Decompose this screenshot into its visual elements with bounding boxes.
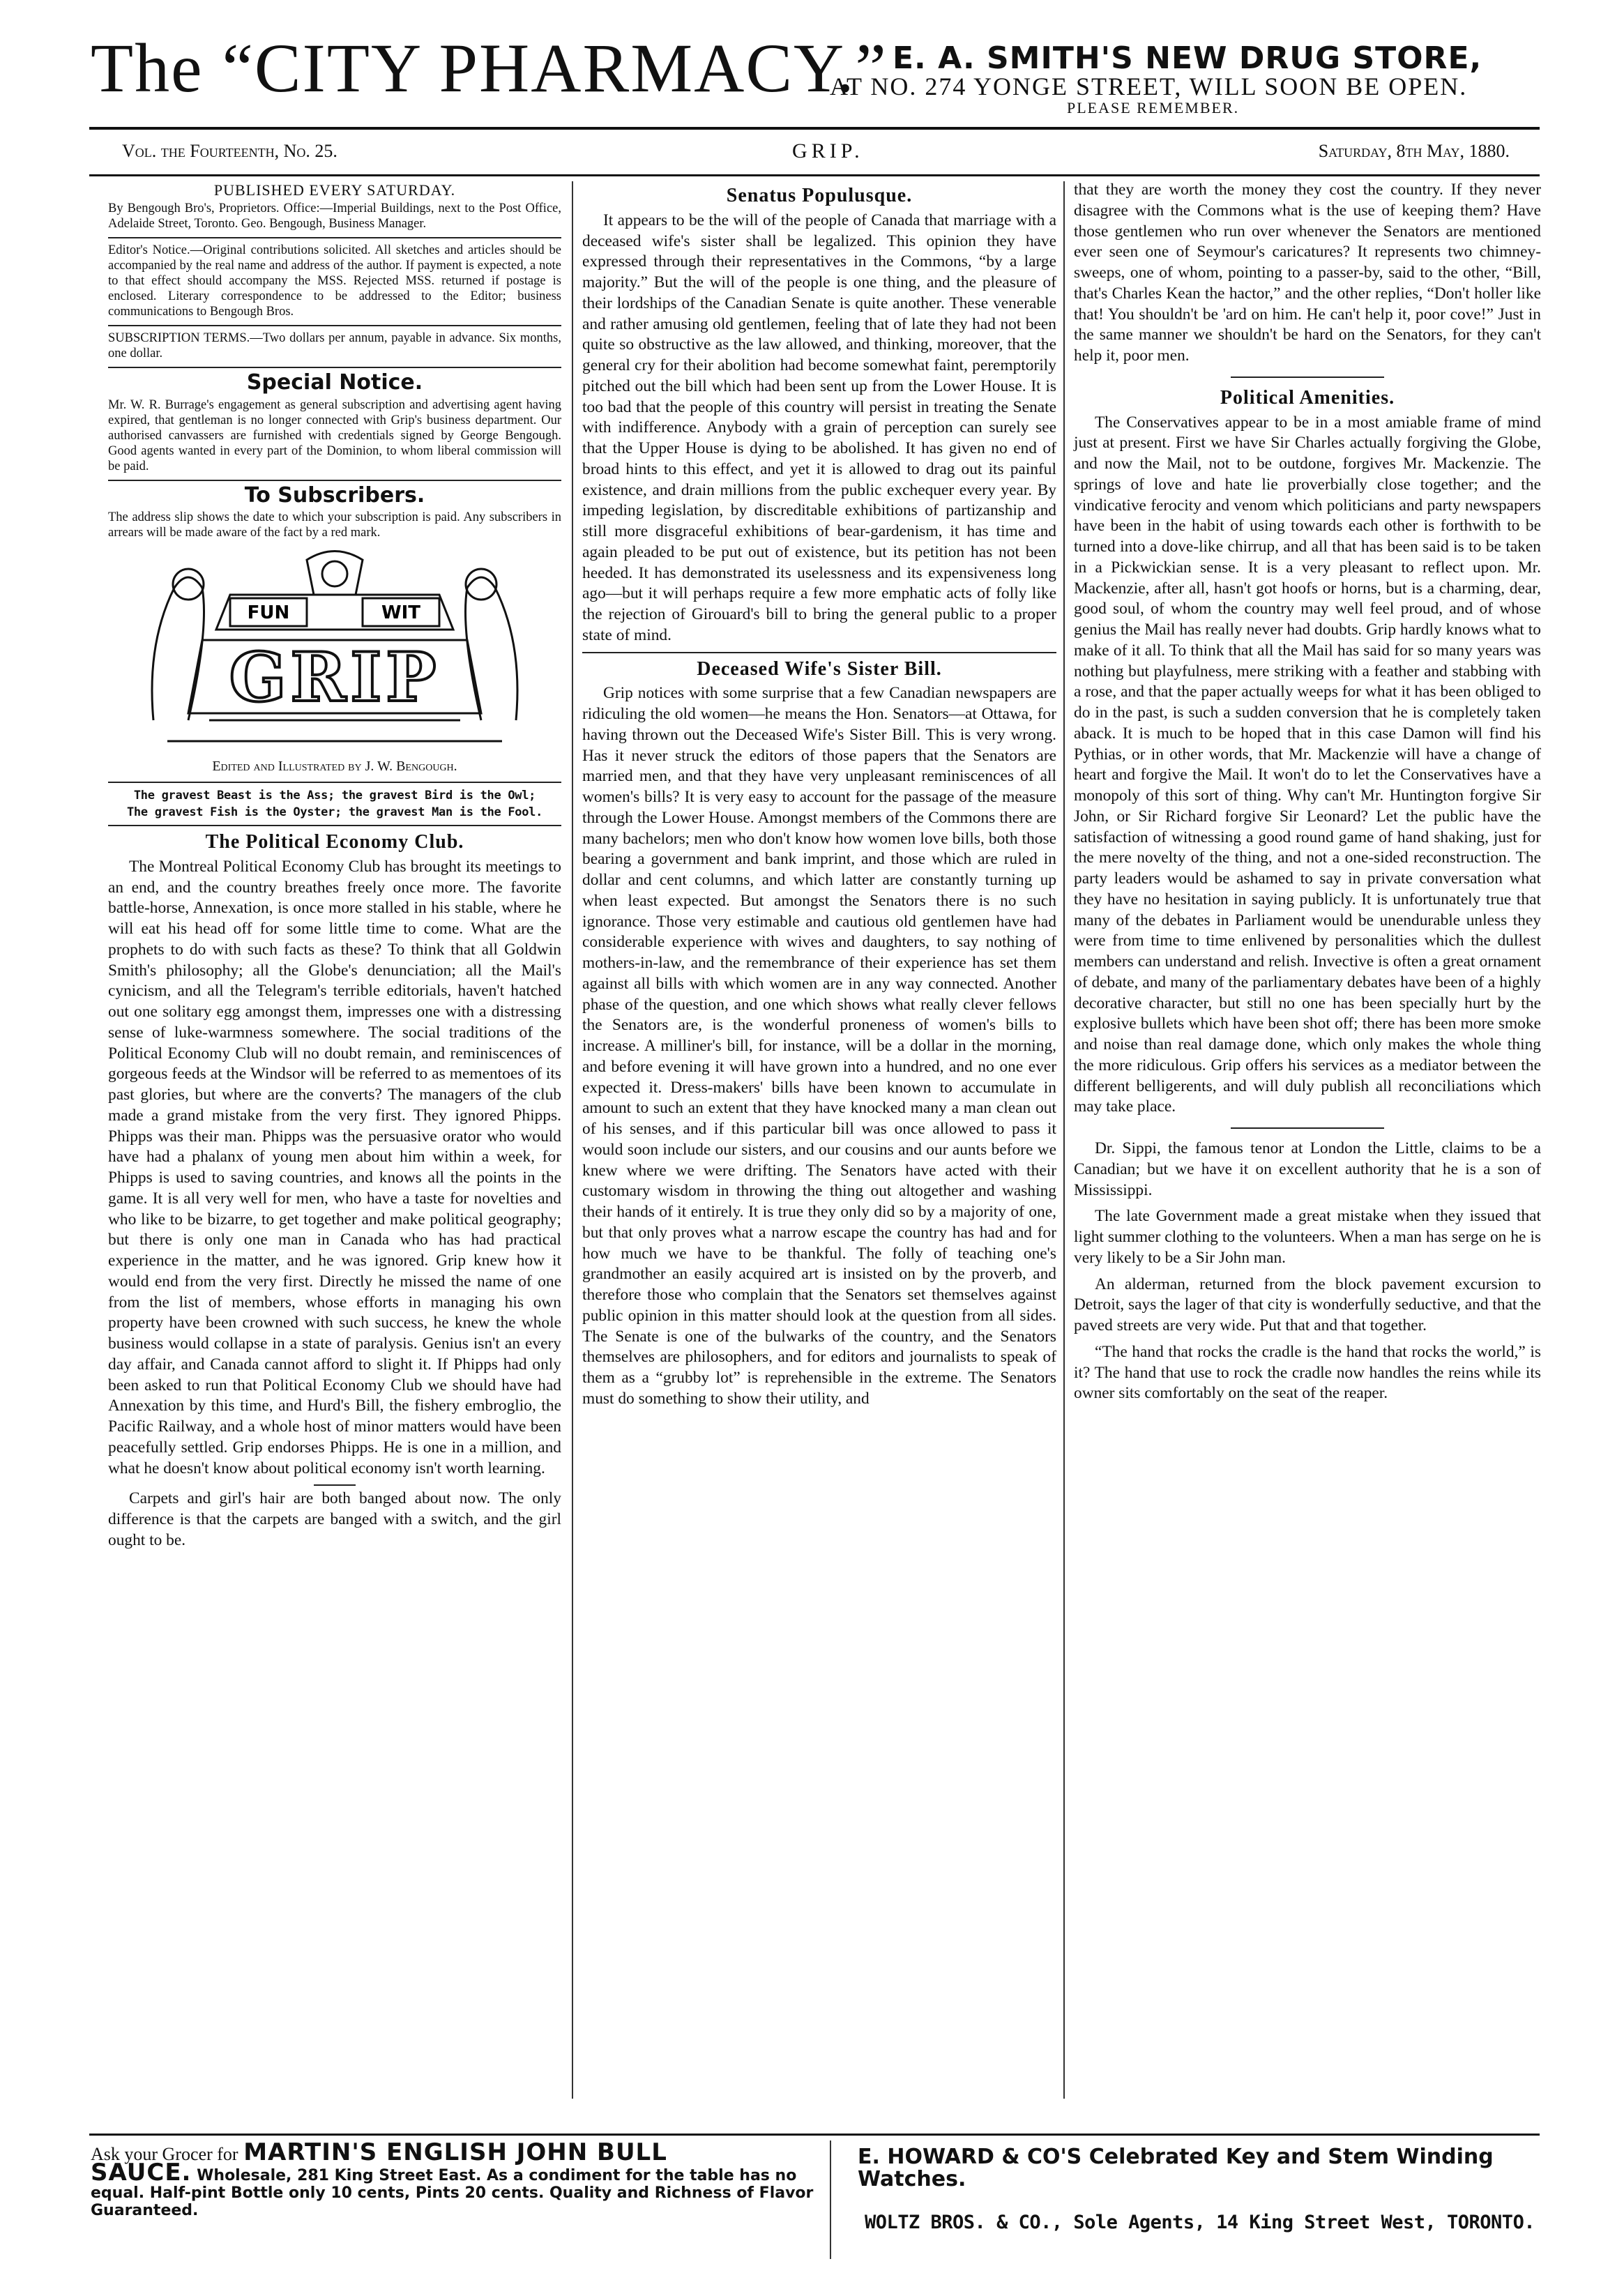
issue-line — [122, 139, 1510, 163]
article-paragraph: An alderman, returned from the block pavement excursion to Detroit, says the lager of that city is wonderfully seductive, and that the paved streets are very wide. Put that and that together. — [1074, 1275, 1541, 1334]
article-paragraph: that they are worth the money they cost the country. If they never disagree with the Commons what is the use of keeping them? Have those gentlemen who run over whenever the Senators are mentioned ever seen one of Seymour's caricatures? It represents two chimney-sweeps, one of whom, pointing to a passer-by, said to the other, “Bill, that's Charles Kean the hactor,” and the other replies, “Don't holler like that! You shouldn't be 'ard on him. He can't help it, poor cove!” Just in the same manner we shouldn't be hard on the Senators, for they can't help it, poor men. — [1074, 181, 1541, 365]
article-title: Senatus Populusque. — [726, 185, 913, 206]
store-name: E. A. SMITH'S NEW DRUG STORE, — [893, 40, 1482, 76]
motto-line-2: The gravest Fish is the Oyster; the gravest Man is the Fool. — [126, 805, 543, 819]
column-1 — [108, 180, 561, 1557]
article-title: Political Amenities. — [1220, 386, 1395, 409]
howard-watches-advert — [858, 2146, 1555, 2233]
masthead-advert — [830, 40, 1569, 116]
divider — [108, 325, 561, 326]
divider — [1231, 1127, 1384, 1129]
woltz-ad-text: WOLTZ BROS. & CO., Sole Agents, 14 King Street West, TORONTO. — [865, 2212, 1535, 2233]
article-paragraph: Carpets and girl's hair are both banged about now. The only difference is that the carpets are banged with a switch, and the girl ought to be. — [108, 1489, 561, 1549]
published-line: PUBLISHED EVERY SATURDAY. — [213, 181, 456, 199]
masthead-rule — [89, 127, 1540, 130]
column-divider — [572, 181, 573, 2099]
issue-date: Saturday, 8th May, 1880. — [1318, 141, 1510, 161]
footer-divider — [830, 2140, 831, 2259]
issue-rule — [89, 174, 1540, 176]
store-remember: PLEASE REMEMBER. — [1067, 98, 1240, 116]
article-paragraph: “The hand that rocks the cradle is the hand that rocks the world,” is it? The hand that use to rock the cradle now handles the reins while its owner sits comfortably on the seat of the reaper. — [1074, 1342, 1541, 1403]
store-address: AT NO. 274 YONGE STREET, WILL SOON BE OPEN. — [830, 73, 1468, 100]
motto-line-1: The gravest Beast is the Ass; the gravest Bird is the Owl; — [133, 789, 536, 803]
divider — [108, 367, 561, 368]
column-3 — [1074, 180, 1541, 1410]
article-paragraph: The Conservatives appear to be in a most amiable frame of mind just at present. First we have Sir Charles actually forgiving the Globe, and now the Mail, not to be outdone, forgives Mr. Mackenzie. The springs of love and hate lie proverbially close together; and the vindicative ferocity and venom which politicians and party newspapers have been in the habit of using towards each other is forthwith to be turned into a dove-like chirrup, and all that has been said is to be taken in a Pickwickian sense. It is a very pleasant to reflect upon. Mr. Mackenzie, after all, hasn't got hoofs or horns, but is a charming, dear, good soul, of whom the country may well feel proud, and of whose genius the Mail has really never had doubts. Grip hardly knows what to make of it all. To think that all the Mail has said for so many years was nothing but playfulness, mere striking with a feather and stabbing with a rose, and that the paper actually weeps for what it has been obliged to do in the past, is such a sudden conversion that he is completely taken aback. It is much to be hoped that in this case Damon will find his Pythias, or in other words, that Mr. Mackenzie will have a change of heart and forgive the Mail. It won't do to let the Conservatives have a monopoly of this sort of thing. Why can't Mr. Huntington forgive Sir John, or Sir Richard forgive Sir Leonard? Let the public have the satisfaction of witnessing a good round game of hand shaking, just for the mere novelty of the thing, and not a one-sided reconstruction. The party leaders would be ashamed to say in private conversation what they have no hesitation in saying publicly. It is unfortunately true that many of the debates in Parliament would be unendurable unless they were from time to time enlivened by personalities which the dullest members can understand and relish. Invective is often a great ornament of debate, and many of the parliamentary debates have been of a highly decorative character, but still no one has been specially hurt by the explosive bullets which have been shot off; there has been more smoke and noise than real damage done, which only makes the whole thing the more ridiculous. Grip offers his services as a mediator between the different belligerents, and will duly publish all reconciliations which may take place. — [1074, 413, 1541, 1116]
article-title: Deceased Wife's Sister Bill. — [697, 657, 942, 680]
special-notice: Mr. W. R. Burrage's engagement as general subscription and advertising agent having expired, that gentleman is no longer connected with Grip's business department. Our authorised canvassers are furnished with credentials signed by George Bengough. Good agents wanted in every part of the Dominion, to whom liberal commission will be paid. — [108, 397, 561, 473]
divider — [108, 782, 561, 783]
masthead-title: The “CITY PHARMACY.” — [91, 29, 888, 107]
grip-masthead-cartoon — [126, 546, 544, 755]
cartoon-wit-label: WIT — [381, 602, 421, 624]
footer-rule — [89, 2134, 1540, 2136]
article-paragraph: Dr. Sippi, the famous tenor at London the Little, claims to be a Canadian; but we have it on excellent authority that he is a son of Mississippi. — [1074, 1139, 1541, 1199]
issue-name: GRIP. — [792, 139, 864, 162]
editors-notice: Editor's Notice.—Original contributions solicited. All sketches and articles should be accompanied by the real name and address of the author. If payment is expected, a note to that effect should accompany the MSS. Rejected MSS. returned if postage is enclosed. Literary correspondence to be addressed to the Editor; business communications to Bengough Bros. — [108, 243, 561, 319]
article-paragraph: Grip notices with some surprise that a few Canadian newspapers are ridiculing the old women—he means the Hon. Senators—at Ottawa, for having thrown out the Deceased Wife's Sister Bill. This is very wrong. Has it never struck the editors of those papers that the Senators are married men, and that they have very unpleasant reminiscences of all women's bills? It is very easy to account for the passage of the measure through the Lower House. Amongst members of the Commons there are many bachelors; men who don't know how women love bills, both those bearing a government and bank imprint, and those which are ruled in dollar and cent columns, and which latter are constantly turning up when least expected. But amongst the Senators there is no such ignorance. Those very estimable and cautious old gentlemen have had considerable experience with wives and daughters, to say nothing of mothers-in-law, and the remembrance of their experience has set them against all bills with which women are in any way connected. Another phase of the question, and one which shows what really clever fellows the Senators are, is the wonderful proneness of women's bills to increase. A milliner's bill, for instance, will be a dollar in the morning, and before evening it will have grown into a hundred, and no one ever expected it. Dress-makers' bills have been known to accumulate in amount to such an extent that they have knocked many a man clean out of his senses, and if this particular bill was once allowed to pass it would soon include our sisters, and our cousins and our aunts before we knew where we were drifting. The Senators have acted with their customary wisdom in throwing the thing out altogether and washing their hands of it entirely. It is true they only did so by a majority of one, but that only proves what a narrow escape the country has had and for how much we have to be thankful. The folly of teaching one's grandmother an easily acquired art is insisted on by the proverb, and therefore those who complain that the Senators set themselves against public opinion in this matter should look at the question from all sides. The Senate is one of the bulwarks of the country, and the Senators themselves are philosophers, and for editors and journalists to speak of them as a “grubby lot” is reprehensible in the extreme. The Senators must do something to show their utility, and — [582, 684, 1056, 1408]
divider — [582, 652, 1056, 653]
divider — [108, 825, 561, 826]
subscription-terms: SUBSCRIPTION TERMS.—Two dollars per annum, payable in advance. Six months, one dollar. — [108, 330, 561, 360]
issue-volume: Vol. the Fourteenth, No. 25. — [122, 141, 337, 161]
article-paragraph: It appears to be the will of the people of Canada that marriage with a deceased wife's sister shall be legalized. This opinion they have expressed through their representatives in the Commons, “by a large majority.” But the will of the people is one thing, and the pleasure of their lordships of the Canadian Senate is quite another. These venerable and rather amusing old gentlemen, feeling that of late they had not been quite so obstructive as the law allowed, and thinking, moreover, that the general cry for their abolition had become somewhat faint, peremptorily pitched out the bill which had been sent up from the Lower House. It is too bad that the people of this country will persist in treating the Senate with indifference. Anybody with a grain of perception can surely see that the Upper House is dying to be abolished. It has given no end of broad hints to this effect, and yet it is allowed to drag out its painful existence, and drain millions from the public exchequer every year. By impeding legislation, by discreditable exhibitions of partizanship and still more disgraceful exhibitions of bear-gardenism, it has time and again pleaded to be put out of existence, but its petition has not been heeded. It has demonstrated its uselessness and its expensiveness long ago—but it will perhaps require a few more emphatic acts of folly like the rejection of Girouard's bill to bring the general public to a proper state of mind. — [582, 211, 1056, 644]
subscribers-title: To Subscribers. — [244, 482, 425, 508]
subscribers-notice: The address slip shows the date to which your subscription is paid. Any subscribers in arrears will be made aware of the fact by a red mark. — [108, 510, 561, 540]
column-2 — [582, 180, 1056, 1415]
martin-sauce-advert — [91, 2138, 816, 2219]
martin-ad-product: SAUCE. — [91, 2159, 192, 2187]
cartoon-grip-label: GRIP — [229, 638, 441, 717]
martin-ad-details: Wholesale, 281 King Street East. As a condiment for the table has no equal. Half-pint Bottle only 10 cents, Pints 20 cents. Quality and Richness of Flavor Guaranteed. — [91, 2167, 814, 2219]
divider — [1231, 377, 1384, 378]
article-title: The Political Economy Club. — [205, 831, 464, 853]
special-notice-title: Special Notice. — [246, 370, 423, 395]
divider — [108, 237, 561, 238]
howard-ad-text: E. HOWARD & CO'S Celebrated Key and Stem Winding Watches. — [858, 2145, 1494, 2191]
proprietors-notice: By Bengough Bro's, Proprietors. Office:—Imperial Buildings, next to the Post Office, Adelaide Street, Toronto. Geo. Bengough, Business Manager. — [108, 201, 561, 231]
divider — [108, 480, 561, 481]
article-paragraph: The late Government made a great mistake when they issued that light summer clothing to the volunteers. When a man has serge on he is very likely to be a Sir John man. — [1074, 1207, 1541, 1267]
article-paragraph: The Montreal Political Economy Club has brought its meetings to an end, and the country breathes freely once more. The favorite battle-horse, Annexation, is once more stalled in his stable, where he will eat his head off for some little time to come. What are the prophets to do with such facts as these? To think that all Goldwin Smith's philosophy; all the Globe's denunciation; all the Mail's cynicism, and all the Telegram's terrible editorials, haven't hatched out one solitary egg amongst them, impresses one with a distressing sense of luke-warmness somewhere. The social traditions of the Political Economy Club will no doubt remain, and reminiscences of gorgeous feeds at the Windsor will be referred to as mementoes of its past glories, but where are the converts? The managers of the club made a grand mistake from the very first. They ignored Phipps. Phipps was their man. Phipps was the persuasive orator who would have had a phalanx of young men about him within a week, for Phipps is used to saving countries, and knows all the points in the game. It is all very well for men, who have a taste for novelties and who like to be bizarre, to get together and make political geography; but there is only one man in Canada who has had practical experience in the matter, and he was ignored. Grip knew how it would end from the very first. Directly he missed the name of one from the list of members, whose efforts in managing his own property have been crowned with such success, he knew the whole business would collapse in a state of paralysis. Genius isn't an every day affair, and Canada cannot afford to slight it. If Phipps had only been asked to run that Political Economy Club we should have had Annexation by this time, and Hurd's Bill, the fishery embroglio, the Pacific Railway, and a whole host of minor matters would have been peacefully settled. Grip endorses Phipps. He is one in a million, and what he doesn't know about political economy isn't worth learning. — [108, 857, 561, 1477]
edited-by: Edited and Illustrated by J. W. Bengough. — [212, 759, 457, 775]
martin-ad-line-1: Ask your Grocer for — [91, 2144, 238, 2164]
divider — [314, 1484, 356, 1486]
martin-ad-brand: MARTIN'S ENGLISH JOHN BULL — [243, 2138, 667, 2166]
column-divider — [1063, 181, 1065, 2099]
cartoon-fun-label: FUN — [247, 602, 290, 624]
